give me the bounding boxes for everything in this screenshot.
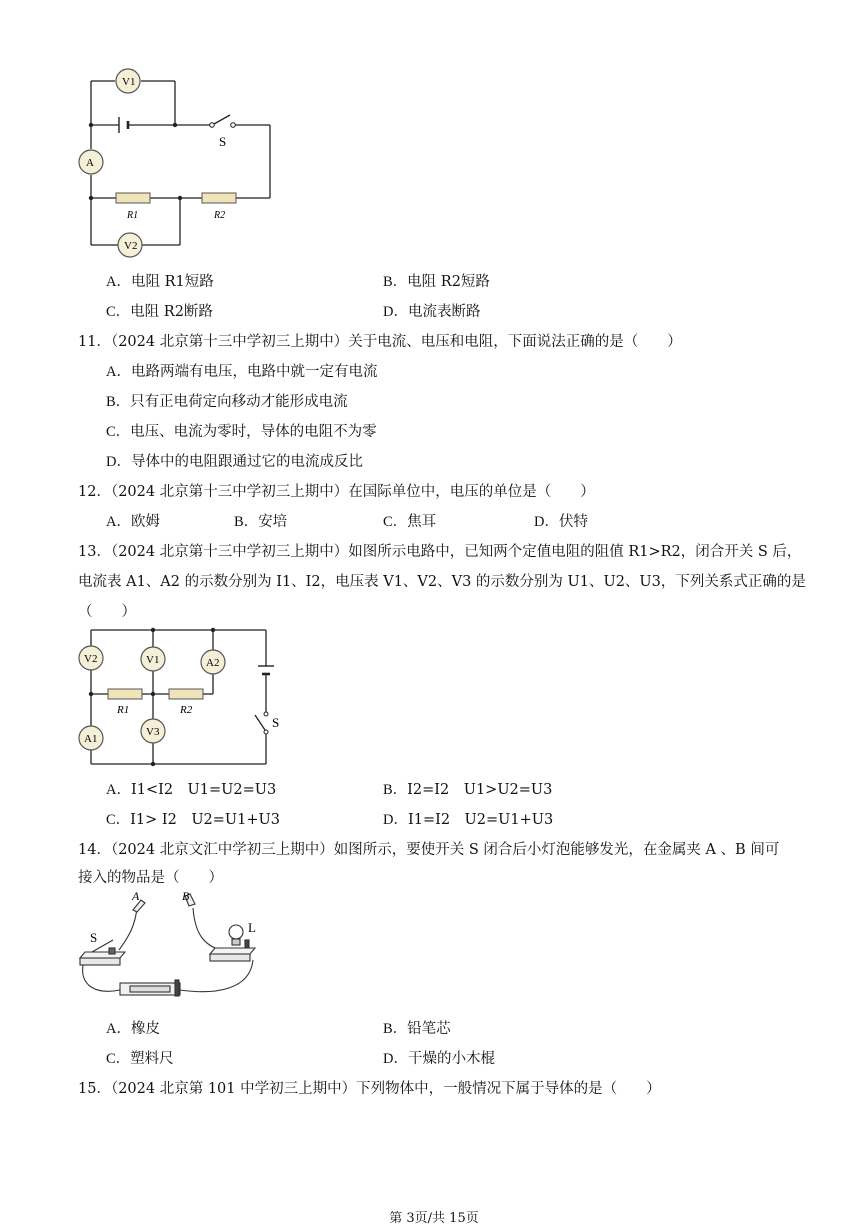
q12-option-d: D．伏特 — [534, 514, 588, 530]
label-v3: V3 — [146, 726, 160, 738]
label-b: B — [182, 890, 190, 903]
label-a1: A1 — [84, 733, 98, 745]
q14-option-c: C．塑料尺 — [106, 1051, 174, 1067]
q10-option-b: B．电阻 R2短路 — [383, 274, 490, 290]
label-r2: R2 — [214, 210, 226, 221]
q11-option-b: B．只有正电荷定向移动才能形成电流 — [106, 394, 348, 410]
q14-stem-line2: 接入的物品是（ ） — [78, 870, 223, 886]
q13-circuit-diagram — [75, 620, 295, 775]
q11-option-a: A．电路两端有电压，电路中就一定有电流 — [106, 364, 378, 380]
label-a2: A2 — [206, 657, 220, 669]
label-v1: V1 — [146, 654, 160, 666]
label-v1: V1 — [122, 76, 136, 88]
q10-option-a: A．电阻 R1短路 — [106, 274, 214, 290]
label-v2: V2 — [124, 240, 138, 252]
q10-circuit-diagram — [70, 60, 290, 260]
label-r2: R2 — [180, 704, 193, 716]
label-r1: R1 — [127, 210, 139, 221]
q14-stem-line1: 14．（2024 北京文汇中学初三上期中）如图所示，要使开关 S 闭合后小灯泡能够发光，在金属夹 A 、B 间可 — [78, 842, 780, 858]
q12-option-c: C．焦耳 — [383, 514, 437, 530]
option-text: 电流表断路 — [407, 304, 481, 320]
q12-option-a: A．欧姆 — [106, 514, 160, 530]
q13-stem-line1: 13．（2024 北京第十三中学初三上期中）如图所示电路中，已知两个定值电阻的阻值 R1>R2，闭合开关 S 后， — [78, 544, 802, 560]
q14-circuit-figure — [75, 890, 285, 1010]
label-s: S — [219, 134, 227, 149]
resistor-r1-icon — [116, 193, 150, 203]
q12-stem: 12．（2024 北京第十三中学初三上期中）在国际单位中，电压的单位是（ ） — [78, 484, 595, 500]
q13-option-b: B．I2=I2 U1>U2=U3 — [383, 782, 553, 798]
resistor-r2-icon — [202, 193, 236, 203]
label-a: A — [86, 157, 94, 169]
resistor-r1-icon — [108, 689, 142, 699]
resistor-r2-icon — [169, 689, 203, 699]
q14-option-a: A．橡皮 — [106, 1021, 160, 1037]
q13-option-d: D．I1=I2 U2=U1+U3 — [383, 812, 554, 828]
q12-option-b: B．安培 — [234, 514, 288, 530]
option-text: 电阻 R2断路 — [130, 304, 213, 320]
q10-option-c: C．电阻 R2断路 — [106, 304, 213, 320]
q14-option-d: D．干燥的小木棍 — [383, 1051, 495, 1067]
q15-stem: 15．（2024 北京第 101 中学初三上期中）下列物体中，一般情况下属于导体的是（ ） — [78, 1081, 661, 1097]
option-text: 电阻 R1短路 — [130, 274, 214, 290]
label-r1: R1 — [117, 704, 130, 716]
label-a: A — [132, 890, 140, 903]
label-l: L — [248, 920, 256, 935]
q11-option-c: C．电压、电流为零时，导体的电阻不为零 — [106, 424, 377, 440]
q11-option-d: D．导体中的电阻跟通过它的电流成反比 — [106, 454, 363, 470]
q13-stem-line3: （ ） — [78, 604, 136, 620]
label-s: S — [272, 715, 280, 730]
q13-option-a: A．I1<I2 U1=U2=U3 — [106, 782, 277, 798]
label-v2: V2 — [84, 653, 98, 665]
q13-option-c: C．I1> I2 U2=U1+U3 — [106, 812, 280, 828]
label-s: S — [90, 930, 98, 945]
q14-option-b: B．铅笔芯 — [383, 1021, 451, 1037]
option-text: 电阻 R2短路 — [407, 274, 490, 290]
page-footer: 第 3页/共 15页 — [389, 1211, 479, 1226]
q11-stem: 11．（2024 北京第十三中学初三上期中）关于电流、电压和电阻，下面说法正确的是（ ） — [78, 334, 682, 350]
q13-stem-line2: 电流表 A1、A2 的示数分别为 I1、I2，电压表 V1、V2、V3 的示数分别为 U1、U2、U3，下列关系式正确的是 — [78, 574, 806, 590]
q10-option-d: D．电流表断路 — [383, 304, 481, 320]
